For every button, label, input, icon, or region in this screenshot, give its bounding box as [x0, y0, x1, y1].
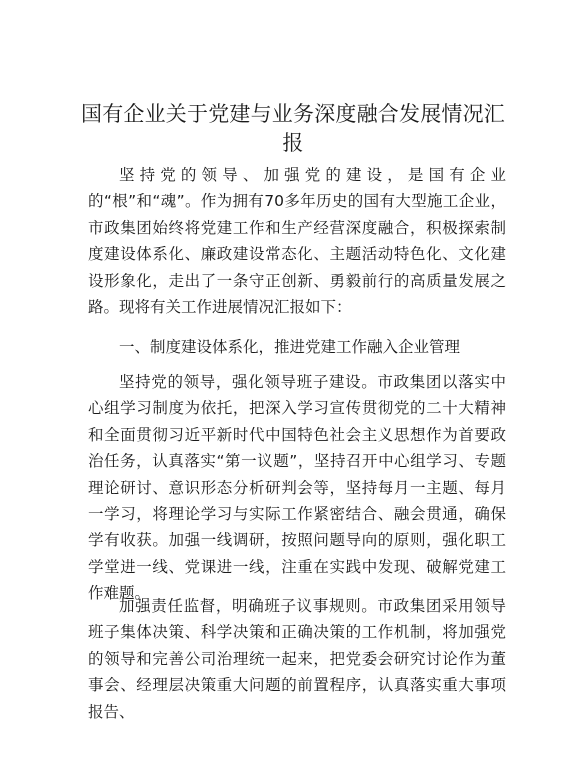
section-heading-1: 一、制度建设体系化，推进党建工作融入企业管理 — [119, 338, 461, 356]
body-paragraph-1: 坚持党的领导，强化领导班子建设。市政集团以落实中心组学习制度为依托，把深入学习宣传贯彻党的二十大精神和全面贯彻习近平新时代中国特色社会主义思想作为首要政治任务，认真落实“第一议题”，坚持召开中心组学习、专题理论研讨、意识形态分析研判会等，坚持每月一主题、每月一学习，将理论学习与实际工作紧密结合、融会贯通，确保学有收获。加强一线调研，按照问题导向的原则，强化职工学堂进一线、党课进一线，注重在实践中发现、破解党建工作难题。 — [88, 373, 506, 603]
document-title: 国有企业关于党建与业务深度融合发展情况汇报 — [81, 102, 505, 155]
intro-paragraph: 坚持党的领导、加强党的建设，是国有企业的“根”和“魂”。作为拥有70多年历史的国有大型施工企业，市政集团始终将党建工作和生产经营深度融合，积极探索制度建设体系化、廉政建设常态化、主题活动特色化、文化建设形象化，走出了一条守正创新、勇毅前行的高质量发展之路。现将有关工作进展情况汇报如下： — [88, 166, 506, 317]
body-paragraph-2: 加强责任监督，明确班子议事规则。市政集团采用领导班子集体决策、科学决策和正确决策的工作机制，将加强党的领导和完善公司治理统一起来，把党委会研究讨论作为董事会、经理层决策重大问题的前置程序，认真落实重大事项报告、 — [88, 597, 506, 721]
